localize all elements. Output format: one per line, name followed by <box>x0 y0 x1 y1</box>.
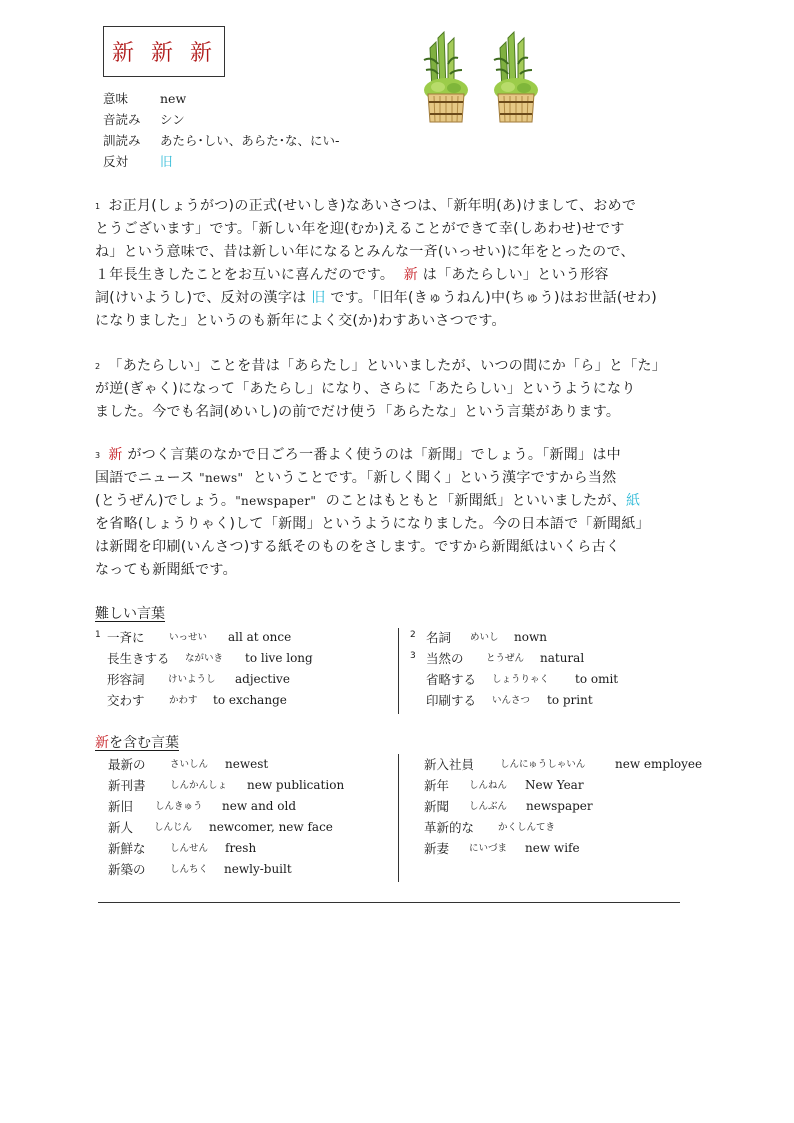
paragraph-number: 3 <box>95 451 101 460</box>
paragraph-3 <box>95 444 705 582</box>
p3-line: 国語でニュース <box>95 470 195 486</box>
related-word: 最新の <box>108 757 146 772</box>
p1-line: お正月(しょうがつ)の正式(せいしき)なあいさつは、「新年明(あ)けまして、おめで <box>108 198 637 214</box>
related-word: 新刊書 <box>108 778 146 793</box>
p2-line: 「あたらしい」ことを昔は「あらたし」といいましたが、いつの間にか「ら」と「た」 <box>108 358 667 374</box>
vocab-reading: しょうりゃく <box>492 674 550 685</box>
related-reading: にいづま <box>469 843 508 854</box>
vocab-english: all at once <box>228 630 292 644</box>
kunyomi-label: 訓読み <box>103 133 141 148</box>
related-row <box>95 817 395 838</box>
p1-line: １年長生きしたことをお互いに喜んだのです。 <box>95 267 395 283</box>
related-reading: しんかんしょ <box>170 780 228 791</box>
related-reading: しんにゅうしゃいん <box>500 759 586 770</box>
vocab-word: 当然の <box>426 651 464 666</box>
related-row <box>410 817 710 838</box>
kanji-form-1: 新 <box>112 41 135 66</box>
vocab-index: 3 <box>410 651 416 661</box>
related-english: new publication <box>247 778 345 792</box>
related-row <box>95 754 395 775</box>
p3-line: がつく言葉のなかで日ごろ一番よく使うのは「新聞」でしょう。「新聞」は中 <box>127 447 621 463</box>
english-term: "newspaper" <box>235 494 317 508</box>
vocab-row <box>410 648 710 669</box>
vocab-english: to print <box>547 693 593 707</box>
related-reading: しんぶん <box>469 801 508 812</box>
related-word: 革新的な <box>424 820 475 835</box>
related-word: 新人 <box>108 820 134 835</box>
paragraph-2 <box>95 355 705 424</box>
related-english: fresh <box>225 841 257 855</box>
vocab-row <box>95 627 395 648</box>
meaning-label: 意味 <box>103 91 129 106</box>
column-divider <box>398 628 399 714</box>
related-english: new wife <box>525 841 580 855</box>
column-divider <box>398 754 399 882</box>
related-english: New Year <box>525 778 584 792</box>
related-word: 新入社員 <box>424 757 475 772</box>
vocab-row <box>95 690 395 711</box>
related-word: 新鮮な <box>108 841 146 856</box>
opposite-value: 旧 <box>160 154 173 169</box>
vocab-reading: いっせい <box>169 632 208 643</box>
p1-line: 詞(けいようし)で、反対の漢字は <box>95 290 307 306</box>
kadomatsu-icon <box>488 30 548 128</box>
related-english: newly-built <box>224 862 292 876</box>
bottom-divider <box>98 902 680 903</box>
p1-line: になりました」というのも新年によく交(か)わすあいさつです。 <box>95 313 506 329</box>
vocab-english: to live long <box>245 651 313 665</box>
p1-line: です。「旧年(きゅうねん)中(ちゅう)はお世話(せわ) <box>330 290 658 306</box>
related-reading: しんじん <box>154 822 193 833</box>
related-row <box>410 838 710 859</box>
p3-line: を省略(しょうりゃく)して「新聞」というようになりました。今の日本語で「新聞紙」 <box>95 516 650 532</box>
related-word: 新聞 <box>424 799 450 814</box>
paragraph-number: 1 <box>95 202 101 211</box>
vocab-reading: いんさつ <box>492 695 531 706</box>
paragraph-number: 2 <box>95 362 101 371</box>
onyomi-value: シン <box>160 112 185 127</box>
english-term: "news" <box>199 471 244 485</box>
opposite-label: 反対 <box>103 154 129 169</box>
difficult-words-right <box>410 627 710 711</box>
vocab-row <box>410 690 710 711</box>
vocab-row <box>410 669 710 690</box>
heading-kanji: 新 <box>95 735 109 751</box>
related-word: 新旧 <box>108 799 134 814</box>
related-english: new employee <box>615 757 703 771</box>
p3-line: は新聞を印刷(いんさつ)する紙そのものをさします。ですから新聞紙はいくら古く <box>95 539 621 555</box>
related-words-right <box>410 754 710 859</box>
p3-line: (とうぜん)でしょう。 <box>95 493 236 509</box>
vocab-english: natural <box>540 651 585 665</box>
related-word: 新妻 <box>424 841 450 856</box>
p2-line: が逆(ぎゃく)になって「あたらし」になり、さらに「あたらしい」というようになり <box>95 381 636 397</box>
related-reading: しんきゅう <box>155 801 203 812</box>
related-english: newcomer, new face <box>209 820 333 834</box>
vocab-row <box>95 648 395 669</box>
kanji-form-3: 新 <box>190 41 213 66</box>
onyomi-label: 音読み <box>103 112 141 127</box>
related-words-heading <box>95 732 179 752</box>
p1-line: ね」という意味で、昔は新しい年になるとみんな一斉(いっせい)に年をとったので、 <box>95 244 635 260</box>
kanji-highlight: 紙 <box>626 493 641 509</box>
vocab-row <box>95 669 395 690</box>
related-row <box>410 775 710 796</box>
p1-line: とうございます」です。「新しい年を迎(むか)えることができて幸(しあわせ)せです <box>95 221 625 237</box>
related-reading: しんねん <box>469 780 508 791</box>
vocab-english: adjective <box>235 672 290 686</box>
related-english: newest <box>225 757 269 771</box>
related-reading: さいしん <box>170 759 209 770</box>
vocab-reading: ながいき <box>185 653 224 664</box>
related-row <box>410 796 710 817</box>
meaning-value: new <box>160 91 187 106</box>
vocab-row <box>410 627 710 648</box>
p2-line: ました。今でも名詞(めいし)の前でだけ使う「あらたな」という言葉があります。 <box>95 404 621 420</box>
vocab-english: to omit <box>575 672 619 686</box>
related-row <box>95 775 395 796</box>
vocab-index: 1 <box>95 630 101 640</box>
kunyomi-value: あたら･しい、あらた･な、にい- <box>160 133 340 148</box>
related-row <box>95 838 395 859</box>
vocab-reading: めいし <box>470 632 499 643</box>
related-words-left <box>95 754 395 880</box>
vocab-word: 一斉に <box>107 630 145 645</box>
related-reading: しんちく <box>170 864 209 875</box>
p3-line: なっても新聞紙です。 <box>95 562 237 578</box>
kanji-highlight: 新 <box>403 267 419 283</box>
vocab-word: 長生きする <box>107 651 170 666</box>
vocab-word: 印刷する <box>426 693 477 708</box>
difficult-words-left <box>95 627 395 711</box>
p1-line: は「あたらしい」という形容 <box>422 267 609 283</box>
vocab-word: 交わす <box>107 693 145 708</box>
difficult-words-heading: 難しい言葉 <box>95 606 165 622</box>
heading-text: を含む言葉 <box>109 735 179 751</box>
related-row <box>95 796 395 817</box>
related-word: 新年 <box>424 778 450 793</box>
paragraph-1 <box>95 195 705 333</box>
kanji-highlight: 新 <box>108 447 123 463</box>
vocab-word: 形容詞 <box>107 672 145 687</box>
vocab-english: to exchange <box>213 693 287 707</box>
p3-line: ということです。「新しく聞く」という漢字ですから当然 <box>252 470 617 486</box>
vocab-english: nown <box>514 630 547 644</box>
vocab-reading: かわす <box>169 695 198 706</box>
p3-line: のことはもともと「新聞紙」といいましたが、 <box>325 493 627 509</box>
vocab-word: 名詞 <box>426 630 452 645</box>
vocab-index: 2 <box>410 630 416 640</box>
kadomatsu-icon <box>418 30 478 128</box>
kanji-info <box>103 88 403 178</box>
related-reading: かくしんてき <box>498 822 556 833</box>
related-reading: しんせん <box>170 843 209 854</box>
vocab-reading: とうぜん <box>486 653 525 664</box>
related-row <box>410 754 710 775</box>
related-row <box>95 859 395 880</box>
kanji-title-box <box>103 26 225 77</box>
vocab-word: 省略する <box>426 672 477 687</box>
vocab-reading: けいようし <box>168 674 216 685</box>
related-english: newspaper <box>526 799 593 813</box>
related-word: 新築の <box>108 862 146 877</box>
opposite-kanji-highlight: 旧 <box>311 290 326 306</box>
related-english: new and old <box>222 799 297 813</box>
kanji-form-2: 新 <box>151 41 174 66</box>
